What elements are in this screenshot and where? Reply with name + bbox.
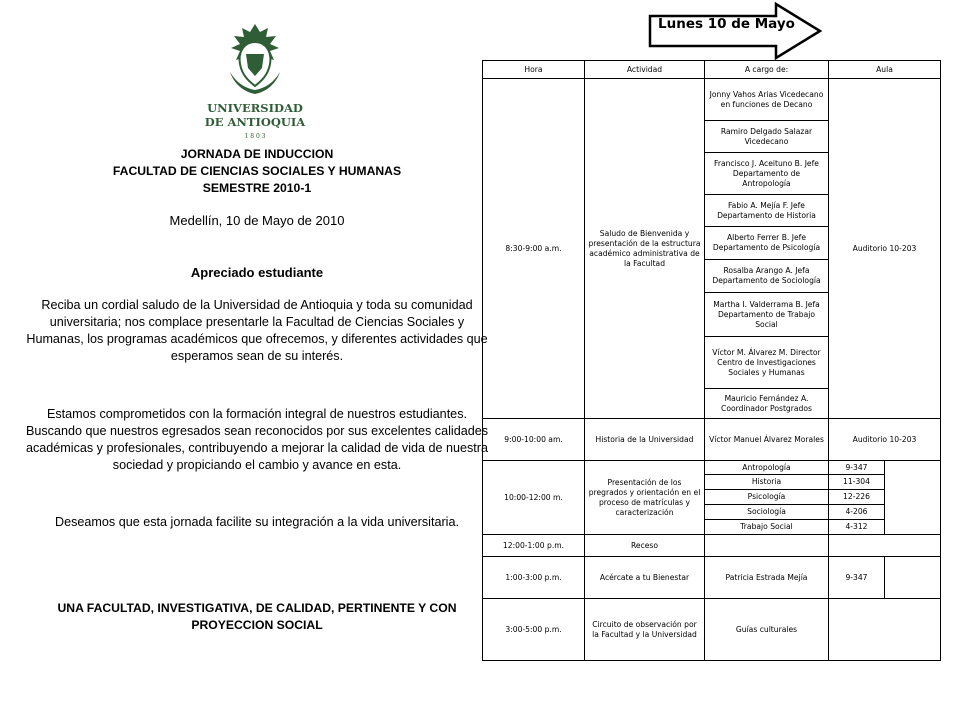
table-row: [483, 461, 941, 475]
schedule-table: [482, 60, 941, 661]
cell-hora: 9:00-10:00 am.: [483, 419, 585, 461]
header-a-cargo: A cargo de:: [705, 61, 829, 79]
cell-speaker: Rosalba Arango A. Jefa Departamento de Sociología: [705, 260, 829, 293]
header-aula: Aula: [829, 61, 941, 79]
cell-room: 4-312: [829, 520, 885, 535]
cell-empty: [885, 461, 941, 535]
cell-speaker: Fabio A. Mejía F. Jefe Departamento de Historia: [705, 195, 829, 227]
cell-a-cargo: Guías culturales: [705, 599, 829, 661]
paragraph-commitment: Estamos comprometidos con la formación integral de nuestros estudiantes. Buscando que nuestros egresados sean reconocidos por sus excelentes calidades académicas y profesionales, contribuyendo a mejorar la calidad de vida de nuestra sociedad y propiciando el cambio y avance en esta.: [25, 407, 489, 472]
date-line: Medellín, 10 de Mayo de 2010: [169, 213, 345, 228]
cell-hora: 8:30-9:00 a.m.: [483, 79, 585, 419]
cell-empty: [885, 557, 941, 599]
logo-text-line1: UNIVERSIDAD: [207, 101, 303, 115]
cell-hora: 3:00-5:00 p.m.: [483, 599, 585, 661]
cell-actividad: Acércate a tu Bienestar: [585, 557, 705, 599]
cell-actividad: Receso: [585, 535, 705, 557]
header-hora: Hora: [483, 61, 585, 79]
cell-speaker: Víctor M. Álvarez M. Director Centro de Investigaciones Sociales y Humanas: [705, 337, 829, 389]
cell-room: 12-226: [829, 490, 885, 505]
faculty-motto: UNA FACULTAD, INVESTIGATIVA, DE CALIDAD, PERTINENTE Y CON PROYECCION SOCIAL: [57, 601, 457, 632]
cell-speaker: Alberto Ferrer B. Jefe Departamento de Psicología: [705, 227, 829, 260]
title-line-3: SEMESTRE 2010-1: [202, 181, 312, 195]
cell-hora: 10:00-12:00 m.: [483, 461, 585, 535]
cell-program: Trabajo Social: [705, 520, 829, 535]
greeting: Apreciado estudiante: [190, 265, 324, 280]
cell-speaker: Francisco J. Aceituno B. Jefe Departamento de Antropología: [705, 153, 829, 195]
cell-aula: Auditorio 10-203: [829, 419, 941, 461]
cell-room: 9-347: [829, 461, 885, 475]
date-arrow-label: Lunes 10 de Mayo: [658, 16, 795, 32]
cell-aula: Auditorio 10-203: [829, 79, 941, 419]
cell-speaker: Ramiro Delgado Salazar Vicedecano: [705, 121, 829, 153]
cell-aula: [829, 599, 941, 661]
cell-empty: [829, 535, 941, 557]
cell-actividad: Historia de la Universidad: [585, 419, 705, 461]
event-title: [20, 146, 494, 197]
cell-program: Historia: [705, 475, 829, 490]
table-row: [483, 79, 941, 121]
paragraph-wish: Deseamos que esta jornada facilite su integración a la vida universitaria.: [55, 515, 459, 529]
cell-a-cargo: Patricia Estrada Mejía: [705, 557, 829, 599]
cell-speaker: Jonny Vahos Arias Vicedecano en funciones de Decano: [705, 79, 829, 121]
cell-speaker: Martha I. Valderrama B. Jefa Departamento de Trabajo Social: [705, 293, 829, 337]
cell-hora: 1:00-3:00 p.m.: [483, 557, 585, 599]
cell-program: Antropología: [705, 461, 829, 475]
cell-hora: 12:00-1:00 p.m.: [483, 535, 585, 557]
table-row: [483, 535, 941, 557]
cell-program: Sociología: [705, 505, 829, 520]
cell-room: 11-304: [829, 475, 885, 490]
cell-room: 4-206: [829, 505, 885, 520]
cell-actividad: Circuito de observación por la Facultad y la Universidad: [585, 599, 705, 661]
cell-empty: [705, 535, 829, 557]
title-line-1: JORNADA DE INDUCCION: [180, 147, 334, 161]
cell-program: Psicología: [705, 490, 829, 505]
cell-speaker: Mauricio Fernández A. Coordinador Postgrados: [705, 389, 829, 419]
table-row: [483, 419, 941, 461]
logo-year: 1 8 0 3: [244, 133, 266, 140]
table-header-row: [483, 61, 941, 79]
cell-room: 9-347: [829, 557, 885, 599]
university-logo: [200, 20, 310, 142]
title-line-2: FACULTAD DE CIENCIAS SOCIALES Y HUMANAS: [112, 164, 402, 178]
paragraph-welcome: Reciba un cordial saludo de la Universidad de Antioquia y toda su comunidad universitaria; nos complace presentarle la Facultad de Ciencias Sociales y Humanas, los programas académicos que ofrecemos, y diferentes actividades que esperamos sean de su interés.: [26, 298, 488, 363]
table-row: [483, 557, 941, 599]
table-row: [483, 599, 941, 661]
header-actividad: Actividad: [585, 61, 705, 79]
logo-text-line2: DE ANTIOQUIA: [204, 115, 306, 129]
cell-actividad: Saludo de Bienvenida y presentación de la estructura académico administrativa de la Facultad: [585, 79, 705, 419]
cell-a-cargo: Víctor Manuel Álvarez Morales: [705, 419, 829, 461]
cell-actividad: Presentación de los pregrados y orientación en el proceso de matrículas y caracterización: [585, 461, 705, 535]
